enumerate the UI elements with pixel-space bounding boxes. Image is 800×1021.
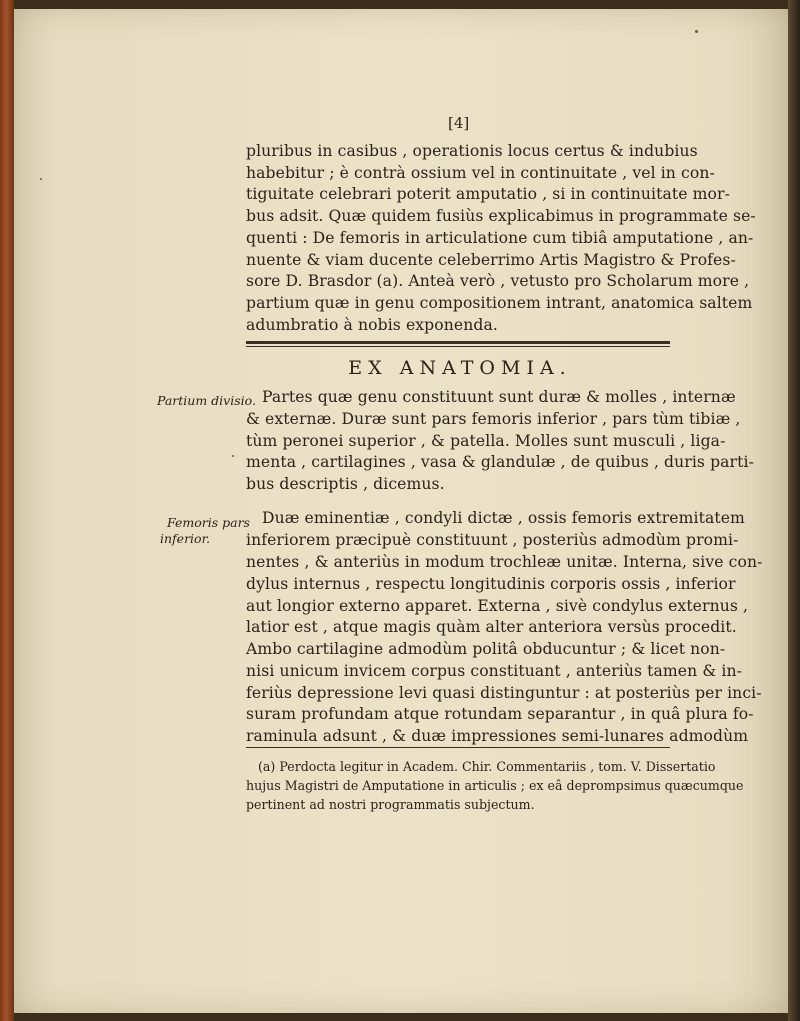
text-line: tùm peronei superior , & patella. Molles sunt musculi , liga-	[246, 432, 726, 450]
footnote-line: (a) Perdocta legitur in Academ. Chir. Commentariis , tom. V. Dissertatio	[258, 759, 716, 774]
text-line: pluribus in casibus , operationis locus certus & indubius	[246, 142, 698, 160]
text-line: & externæ. Duræ sunt pars femoris inferior , pars tùm tibiæ ,	[246, 410, 741, 428]
footnote-line: hujus Magistri de Amputatione in articulis ; ex eâ deprompsimus quæcumque	[246, 778, 744, 793]
text-line: aut longior externo apparet. Externa , sivè condylus externus ,	[246, 597, 749, 615]
text-line: habebitur ; è contrà ossium vel in continuitate , vel in con-	[246, 164, 715, 182]
margin-note-partium: Partium divisio.	[157, 393, 256, 408]
text-line: dylus internus , respectu longitudinis corporis ossis , inferior	[246, 575, 736, 593]
text-line: suram profundam atque rotundam separantur , in quâ plura fo-	[246, 705, 754, 723]
page-number: [4]	[448, 114, 470, 132]
text-line: inferiorem præcipuè constituunt , posteriùs admodùm promi-	[246, 531, 739, 549]
text-line: adumbratio à nobis exponenda.	[246, 316, 498, 334]
bottom-edge	[0, 1013, 800, 1021]
section-rule-thick	[246, 341, 670, 344]
text-line: nisi unicum invicem corpus constituant , anteriùs tamen & in-	[246, 662, 742, 680]
text-line: feriùs depressione levi quasi distinguntur : at posteriùs per inci-	[246, 684, 762, 702]
text-line: nentes , & anteriùs in modum trochleæ unitæ. Interna, sive con-	[246, 553, 763, 571]
margin-note-femoris: Femoris pars	[167, 515, 250, 530]
right-page-edge	[788, 0, 800, 1021]
text-line: raminula adsunt , & duæ impressiones semi-lunares admodùm	[246, 727, 749, 745]
paper-speck	[40, 178, 42, 180]
text-line: latior est , atque magis quàm alter anteriora versùs procedit.	[246, 618, 737, 636]
text-line: nuente & viam ducente celeberrimo Artis Magistro & Profes-	[246, 251, 736, 269]
top-edge	[0, 0, 800, 9]
paper-speck	[232, 455, 234, 457]
text-line: Duæ eminentiæ , condyli dictæ , ossis femoris extremitatem	[262, 509, 745, 527]
text-line: bus adsit. Quæ quidem fusiùs explicabimus in programmate se-	[246, 207, 756, 225]
section-rule-thin	[246, 346, 670, 347]
footnote-line: pertinent ad nostri programmatis subjectum.	[246, 797, 535, 812]
text-line: partium quæ in genu compositionem intrant, anatomica saltem	[246, 294, 753, 312]
text-line: bus descriptis , dicemus.	[246, 475, 445, 493]
section-heading: EX ANATOMIA.	[348, 357, 572, 379]
margin-note-femoris-2: inferior.	[160, 531, 211, 546]
text-line: menta , cartilagines , vasa & glandulæ , de quibus , duris parti-	[246, 453, 754, 471]
text-line: Ambo cartilagine admodùm politâ obducuntur ; & licet non-	[246, 640, 726, 658]
text-line: sore D. Brasdor (a). Anteà verò , vetusto pro Scholarum more ,	[246, 272, 750, 290]
footnote-rule	[246, 747, 670, 748]
paper-speck	[695, 30, 698, 33]
text-line: Partes quæ genu constituunt sunt duræ & molles , internæ	[262, 388, 736, 406]
book-spine-edge	[0, 0, 14, 1021]
text-line: quenti : De femoris in articulatione cum tibiâ amputatione , an-	[246, 229, 754, 247]
text-line: tiguitate celebrari poterit amputatio , si in continuitate mor-	[246, 185, 730, 203]
